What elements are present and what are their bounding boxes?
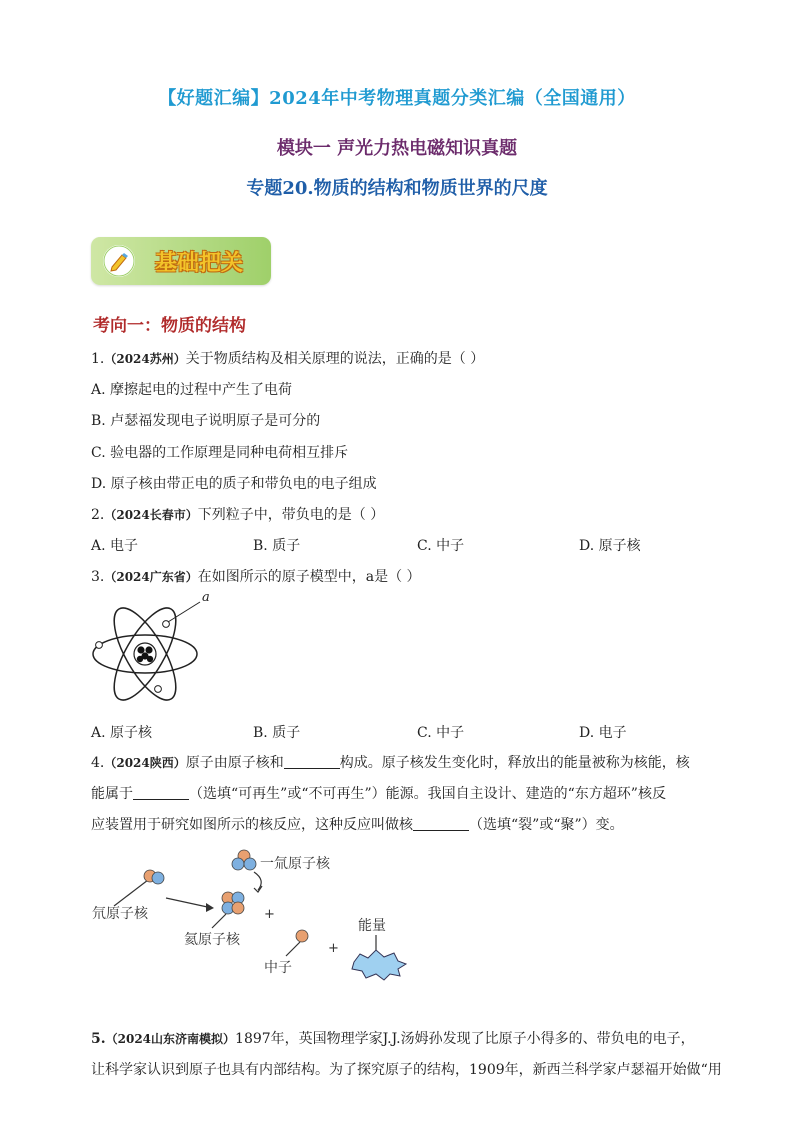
q3-option-c: C. 中子 <box>417 725 465 741</box>
plus-sign-2: + <box>328 941 339 956</box>
label-neutron: 中子 <box>264 960 292 976</box>
q2-option-d: D. 原子核 <box>579 538 641 554</box>
q3-option-a: A. 原子核 <box>91 725 153 741</box>
q1-option-c: C. 验电器的工作原理是同种电荷相互排斥 <box>91 445 349 461</box>
q4-blank-1[interactable] <box>284 754 340 769</box>
page-title: 【好题汇编】2024年中考物理真题分类汇编（全国通用） <box>158 88 636 109</box>
q2-option-a: A. 电子 <box>91 538 139 554</box>
energy-burst-icon <box>352 950 406 980</box>
section-title: 考向一：物质的结构 <box>93 316 246 336</box>
q5-line-2: 让科学家认识到原子也具有内部结构。为了探究原子的结构，1909年，新西兰科学家卢瑟福开始做“用 <box>91 1062 722 1078</box>
question-5 <box>91 1024 722 1086</box>
q4-line-3: 应装置用于研究如图所示的核反应，这种反应叫做核 （选填“裂”或“聚”）变。 <box>91 817 624 833</box>
q1-option-a: A. 摩擦起电的过程中产生了电荷 <box>91 382 293 398</box>
label-tritium: 一氚原子核 <box>260 856 330 872</box>
badge-label: 基础把关 <box>155 251 244 276</box>
label-a: a <box>202 590 210 605</box>
pen-icon <box>103 245 135 277</box>
fusion-reaction-figure <box>88 842 428 982</box>
q4-blank-3[interactable] <box>413 816 469 831</box>
q2-option-c: C. 中子 <box>417 538 465 554</box>
q4-line-2: 能属于 （选填“可再生”或“不可再生”）能源。我国自主设计、建造的“东方超环”核反 <box>91 786 666 802</box>
label-energy: 能量 <box>358 918 386 934</box>
q3-option-d: D. 电子 <box>579 725 627 741</box>
q1-option-b: B. 卢瑟福发现电子说明原子是可分的 <box>91 413 321 429</box>
question-1: 1.（2024苏州）关于物质结构及相关原理的说法，正确的是（ ） <box>91 351 485 367</box>
atom-model-figure <box>88 588 220 712</box>
q5-line-1: 5.（2024山东济南模拟）1897年，英国物理学家J.J.汤姆孙发现了比原子小得多的、带负电的电子， <box>91 1031 695 1047</box>
q2-option-b: B. 质子 <box>253 538 301 554</box>
q1-option-d: D. 原子核由带正电的质子和带负电的电子组成 <box>91 476 377 492</box>
q3-option-b: B. 质子 <box>253 725 301 741</box>
q4-line-1: 4.（2024陕西）原子由原子核和 构成。原子核发生变化时，释放出的能量被称为核能，核 <box>91 755 690 771</box>
label-deuterium: 氘原子核 <box>92 906 148 922</box>
question-4 <box>91 748 711 841</box>
plus-sign-1: + <box>264 907 275 922</box>
basic-badge <box>91 237 271 285</box>
topic-title: 专题20.物质的结构和物质世界的尺度 <box>246 178 548 199</box>
question-2: 2.（2024长春市）下列粒子中，带负电的是（ ） <box>91 507 385 523</box>
label-helium: 氦原子核 <box>184 932 240 948</box>
question-3: 3.（2024广东省）在如图所示的原子模型中，a是（ ） <box>91 569 421 585</box>
q4-blank-2[interactable] <box>133 785 189 800</box>
module-title: 模块一 声光力热电磁知识真题 <box>276 138 518 159</box>
